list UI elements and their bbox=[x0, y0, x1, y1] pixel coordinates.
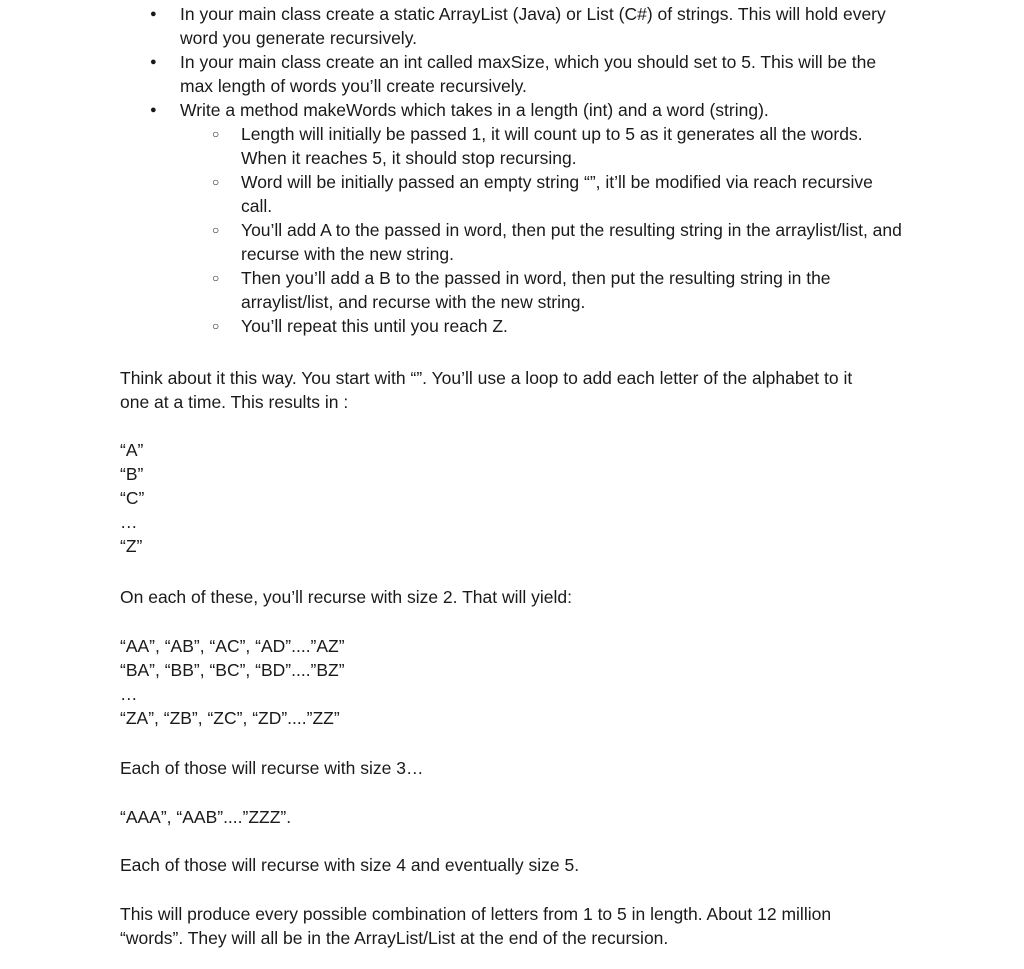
instructions-list bbox=[0, 2, 1024, 338]
sub-bullet-add-a-text: You’ll add A to the passed in word, then put the resulting string in the arraylist/list, and recurse with the new string. bbox=[241, 220, 902, 264]
sub-bullet-add-b-text: Then you’ll add a B to the passed in word, then put the resulting string in the arraylist/list, and recurse with the new string. bbox=[241, 268, 831, 312]
single-letter-ellipsis: … bbox=[120, 512, 138, 532]
intro-line-2: one at a time. This results in : bbox=[120, 392, 349, 412]
size3-intro bbox=[120, 756, 920, 780]
size2-row-a: “AA”, “AB”, “AC”, “AD”....”AZ” bbox=[120, 636, 345, 656]
conclusion-line-1: This will produce every possible combination of letters from 1 to 5 in length. About 12 million bbox=[120, 904, 832, 924]
size2-intro-text: On each of these, you’ll recurse with size 2. That will yield: bbox=[120, 587, 572, 607]
size2-row-z: “ZA”, “ZB”, “ZC”, “ZD”....”ZZ” bbox=[120, 708, 340, 728]
size45-text: Each of those will recurse with size 4 and eventually size 5. bbox=[120, 855, 580, 875]
size3-intro-text: Each of those will recurse with size 3… bbox=[120, 758, 424, 778]
single-letter-list bbox=[120, 438, 920, 558]
size2-list bbox=[120, 634, 920, 730]
conclusion-paragraph bbox=[120, 902, 920, 950]
size2-row-b: “BA”, “BB”, “BC”, “BD”....”BZ” bbox=[120, 660, 345, 680]
size45-paragraph bbox=[120, 853, 920, 877]
sub-bullet-word bbox=[241, 170, 906, 218]
sub-bullet-repeat-text: You’ll repeat this until you reach Z. bbox=[241, 316, 508, 336]
sub-bullet-add-b bbox=[241, 266, 906, 314]
intro-line-1: Think about it this way. You start with “”. You’ll use a loop to add each letter of the alphabet to it bbox=[120, 368, 853, 388]
sub-bullet-length-text: Length will initially be passed 1, it will count up to 5 as it generates all the words. When it reaches 5, it should stop recursing. bbox=[241, 124, 863, 168]
bullet-make-words bbox=[0, 98, 910, 338]
conclusion-line-2: “words”. They will all be in the ArrayList/List at the end of the recursion. bbox=[120, 928, 669, 948]
sub-bullet-length bbox=[241, 122, 906, 170]
single-letter-c: “C” bbox=[120, 488, 145, 508]
single-letter-z: “Z” bbox=[120, 536, 143, 556]
size2-intro bbox=[120, 585, 920, 609]
sub-bullet-add-a bbox=[241, 218, 906, 266]
bullet-static-list-text: In your main class create a static ArrayList (Java) or List (C#) of strings. This will hold every word you generate recursively. bbox=[180, 4, 886, 48]
bullet-make-words-text: Write a method makeWords which takes in a length (int) and a word (string). bbox=[180, 100, 769, 120]
bullet-max-size-text: In your main class create an int called maxSize, which you should set to 5. This will be the max length of words you’ll create recursively. bbox=[180, 52, 877, 96]
single-letter-a: “A” bbox=[120, 440, 144, 460]
size2-row-ellipsis: … bbox=[120, 684, 138, 704]
intro-paragraph bbox=[120, 366, 920, 414]
bullet-static-list bbox=[0, 2, 910, 50]
make-words-sublist bbox=[180, 122, 910, 338]
sub-bullet-word-text: Word will be initially passed an empty string “”, it’ll be modified via reach recursive call. bbox=[241, 172, 873, 216]
sub-bullet-repeat bbox=[241, 314, 906, 338]
size3-example-text: “AAA”, “AAB”....”ZZZ”. bbox=[120, 807, 292, 827]
size3-example bbox=[120, 805, 920, 829]
single-letter-b: “B” bbox=[120, 464, 144, 484]
bullet-max-size bbox=[0, 50, 910, 98]
